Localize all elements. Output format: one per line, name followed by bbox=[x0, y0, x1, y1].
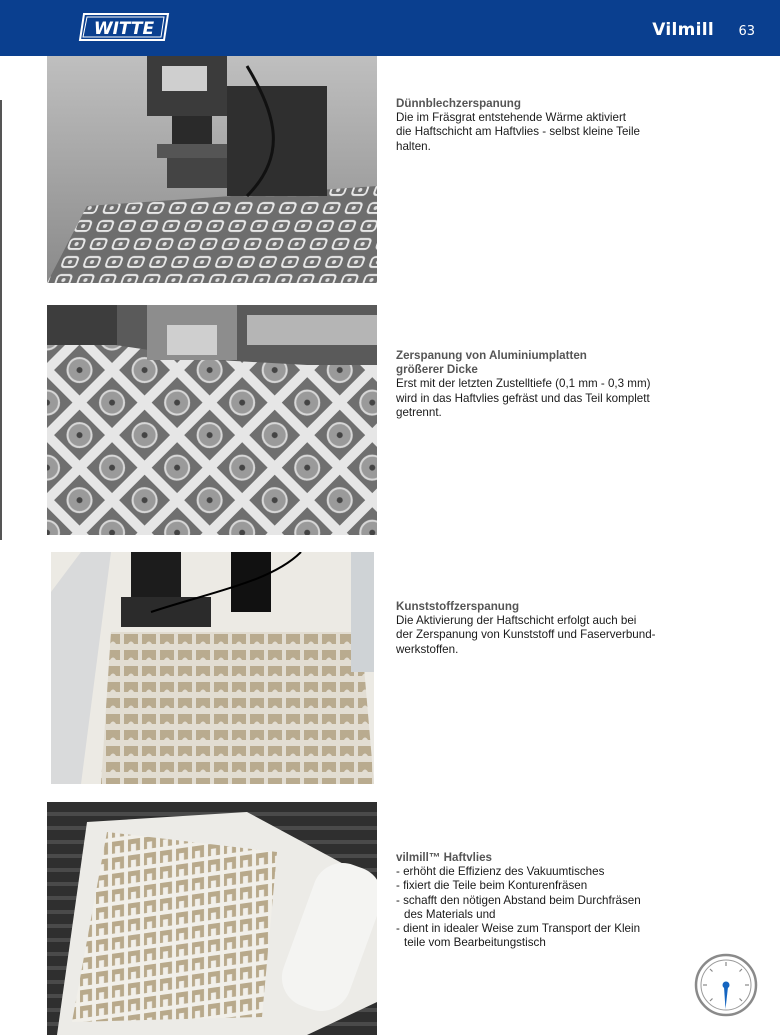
caption-line: werkstoffen. bbox=[396, 642, 459, 656]
bullet-item: - dient in idealer Weise zum Transport der Klein teile vom Bearbeitungstisch bbox=[396, 922, 641, 950]
caption-line: wird in das Haftvlies gefräst und das Teil komplett bbox=[396, 391, 650, 405]
caption-title: vilmill™ Haftvlies bbox=[396, 851, 493, 864]
gauge-icon bbox=[694, 953, 758, 1017]
witte-logo bbox=[78, 10, 170, 44]
caption-vilmill bbox=[396, 851, 661, 950]
caption-line: der Zerspanung von Kunststoff und Faserverbund- bbox=[396, 628, 656, 642]
caption-aluminium bbox=[396, 349, 661, 420]
caption-title: größerer Dicke bbox=[396, 363, 478, 377]
caption-plastic bbox=[396, 600, 661, 657]
page-header bbox=[0, 0, 780, 56]
caption-line: halten. bbox=[396, 139, 431, 153]
caption-title: Kunststoffzerspanung bbox=[396, 600, 520, 613]
page-number: 63 bbox=[738, 24, 755, 39]
photo-plastic-machining bbox=[51, 552, 374, 784]
photo-aluminium-plates bbox=[47, 305, 377, 535]
caption-title: Zerspanung von Aluminiumplatten bbox=[396, 349, 587, 362]
caption-title: Dünnblechzerspanung bbox=[396, 97, 521, 110]
caption-line: Die Aktivierung der Haftschicht erfolgt auch bei bbox=[396, 614, 637, 628]
bullet-item: - fixiert die Teile beim Konturenfräsen bbox=[396, 879, 588, 893]
caption-line: Erst mit der letzten Zustelltiefe (0,1 mm - 0,3 mm) bbox=[396, 377, 651, 391]
photo-thin-sheet-milling bbox=[47, 56, 377, 283]
caption-line: die Haftschicht am Haftvlies - selbst kleine Teile bbox=[396, 125, 641, 139]
page-edge-line bbox=[0, 100, 2, 540]
bullet-item: - erhöht die Effizienz des Vakuumtisches bbox=[396, 865, 605, 879]
bullet-item: - schafft den nötigen Abstand beim Durchfräsen des Materials und bbox=[396, 893, 641, 921]
caption-line: getrennt. bbox=[396, 405, 442, 419]
page-title: Vilmill bbox=[652, 20, 714, 40]
caption-line: Die im Fräsgrat entstehende Wärme aktiviert bbox=[396, 111, 627, 125]
caption-thin-sheet bbox=[396, 97, 661, 154]
logo-text: WITTE bbox=[93, 19, 155, 39]
photo-vilmill-fleece bbox=[47, 802, 377, 1035]
